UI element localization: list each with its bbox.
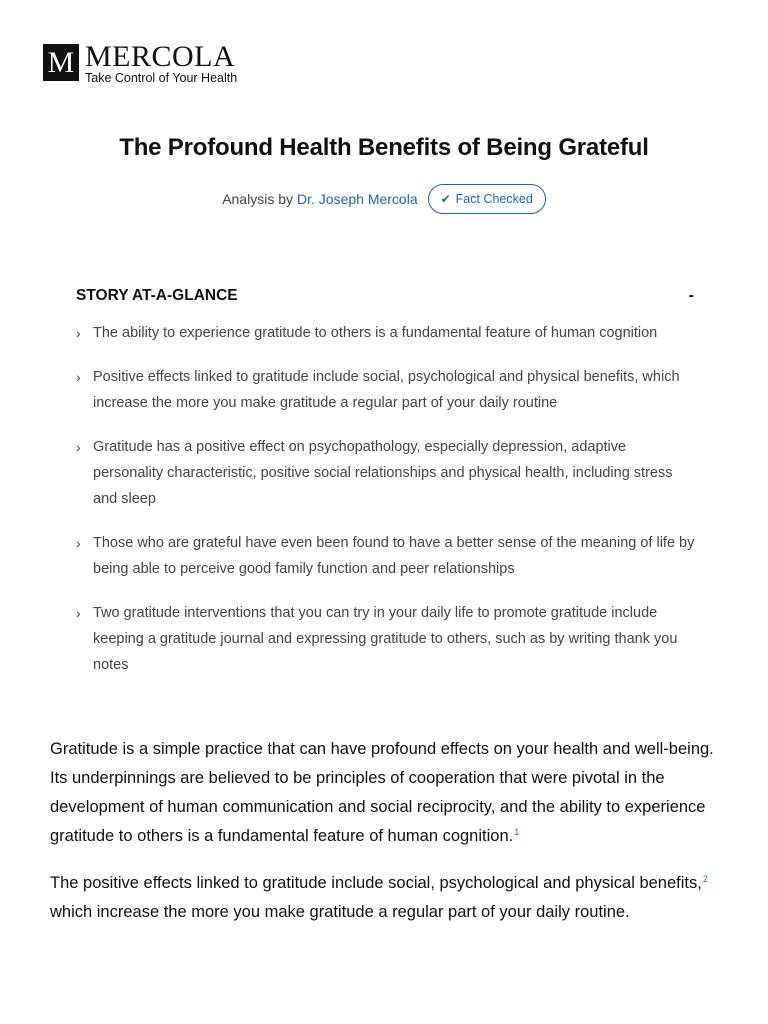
article-title: The Profound Health Benefits of Being Grateful [119,134,649,161]
chevron-right-icon: › [76,325,81,341]
list-item [76,434,696,512]
mercola-logo[interactable] [43,40,238,85]
byline [0,184,768,214]
list-item-text: Gratitude has a positive effect on psychopathology, especially depression, adaptive personality characteristic, positive social relationships and physical health, including stress and sleep [93,439,673,507]
story-at-a-glance-list [76,320,696,696]
paragraph-text: which increase the more you make gratitude a regular part of your daily routine. [50,903,630,921]
fact-checked-badge[interactable] [428,184,546,214]
list-item [76,364,696,416]
footnote-ref-2[interactable]: 2 [702,873,708,884]
logo-text [85,40,238,85]
byline-prefix: Analysis by [222,191,293,207]
list-item [76,320,696,346]
paragraph-text: The positive effects linked to gratitude include social, psychological and physical benefits, [50,874,702,892]
chevron-right-icon: › [76,439,81,455]
fact-checked-label: Fact Checked [455,192,533,206]
checkmark-icon: ✔ [440,192,451,206]
list-item-text: Two gratitude interventions that you can try in your daily life to promote gratitude include keeping a gratitude journal and expressing gratitude to others, such as by writing thank you notes [93,605,678,673]
list-item [76,530,696,582]
article-body [50,735,720,945]
footnote-ref-1[interactable]: 1 [514,826,520,837]
list-item-text: Those who are grateful have even been found to have a better sense of the meaning of life by being able to perceive good family function and peer relationships [93,535,695,577]
chevron-right-icon: › [76,535,81,551]
chevron-right-icon: › [76,369,81,385]
list-item-text: The ability to experience gratitude to others is a fundamental feature of human cognition [93,325,658,341]
body-paragraph [50,735,720,851]
story-at-a-glance-title: STORY AT-A-GLANCE [76,287,238,304]
logo-mark: M [43,44,79,81]
author-link[interactable]: Dr. Joseph Mercola [297,191,418,207]
chevron-right-icon: › [76,605,81,621]
collapse-toggle[interactable]: - [688,287,694,304]
list-item-text: Positive effects linked to gratitude include social, psychological and physical benefits, which increase the more you make gratitude a regular part of your daily routine [93,369,680,411]
paragraph-text: Gratitude is a simple practice that can have profound effects on your health and well-being. Its underpinnings are believed to be principles of cooperation that were pivotal in the development of human communication and social reciprocity, and the ability to experience gratitude to others is a fundamental feature of human cognition. [50,740,714,845]
logo-name: MERCOLA [85,40,236,73]
story-at-a-glance-header [76,287,694,305]
body-paragraph [50,869,720,927]
list-item [76,600,696,678]
logo-tagline: Take Control of Your Health [85,71,238,85]
